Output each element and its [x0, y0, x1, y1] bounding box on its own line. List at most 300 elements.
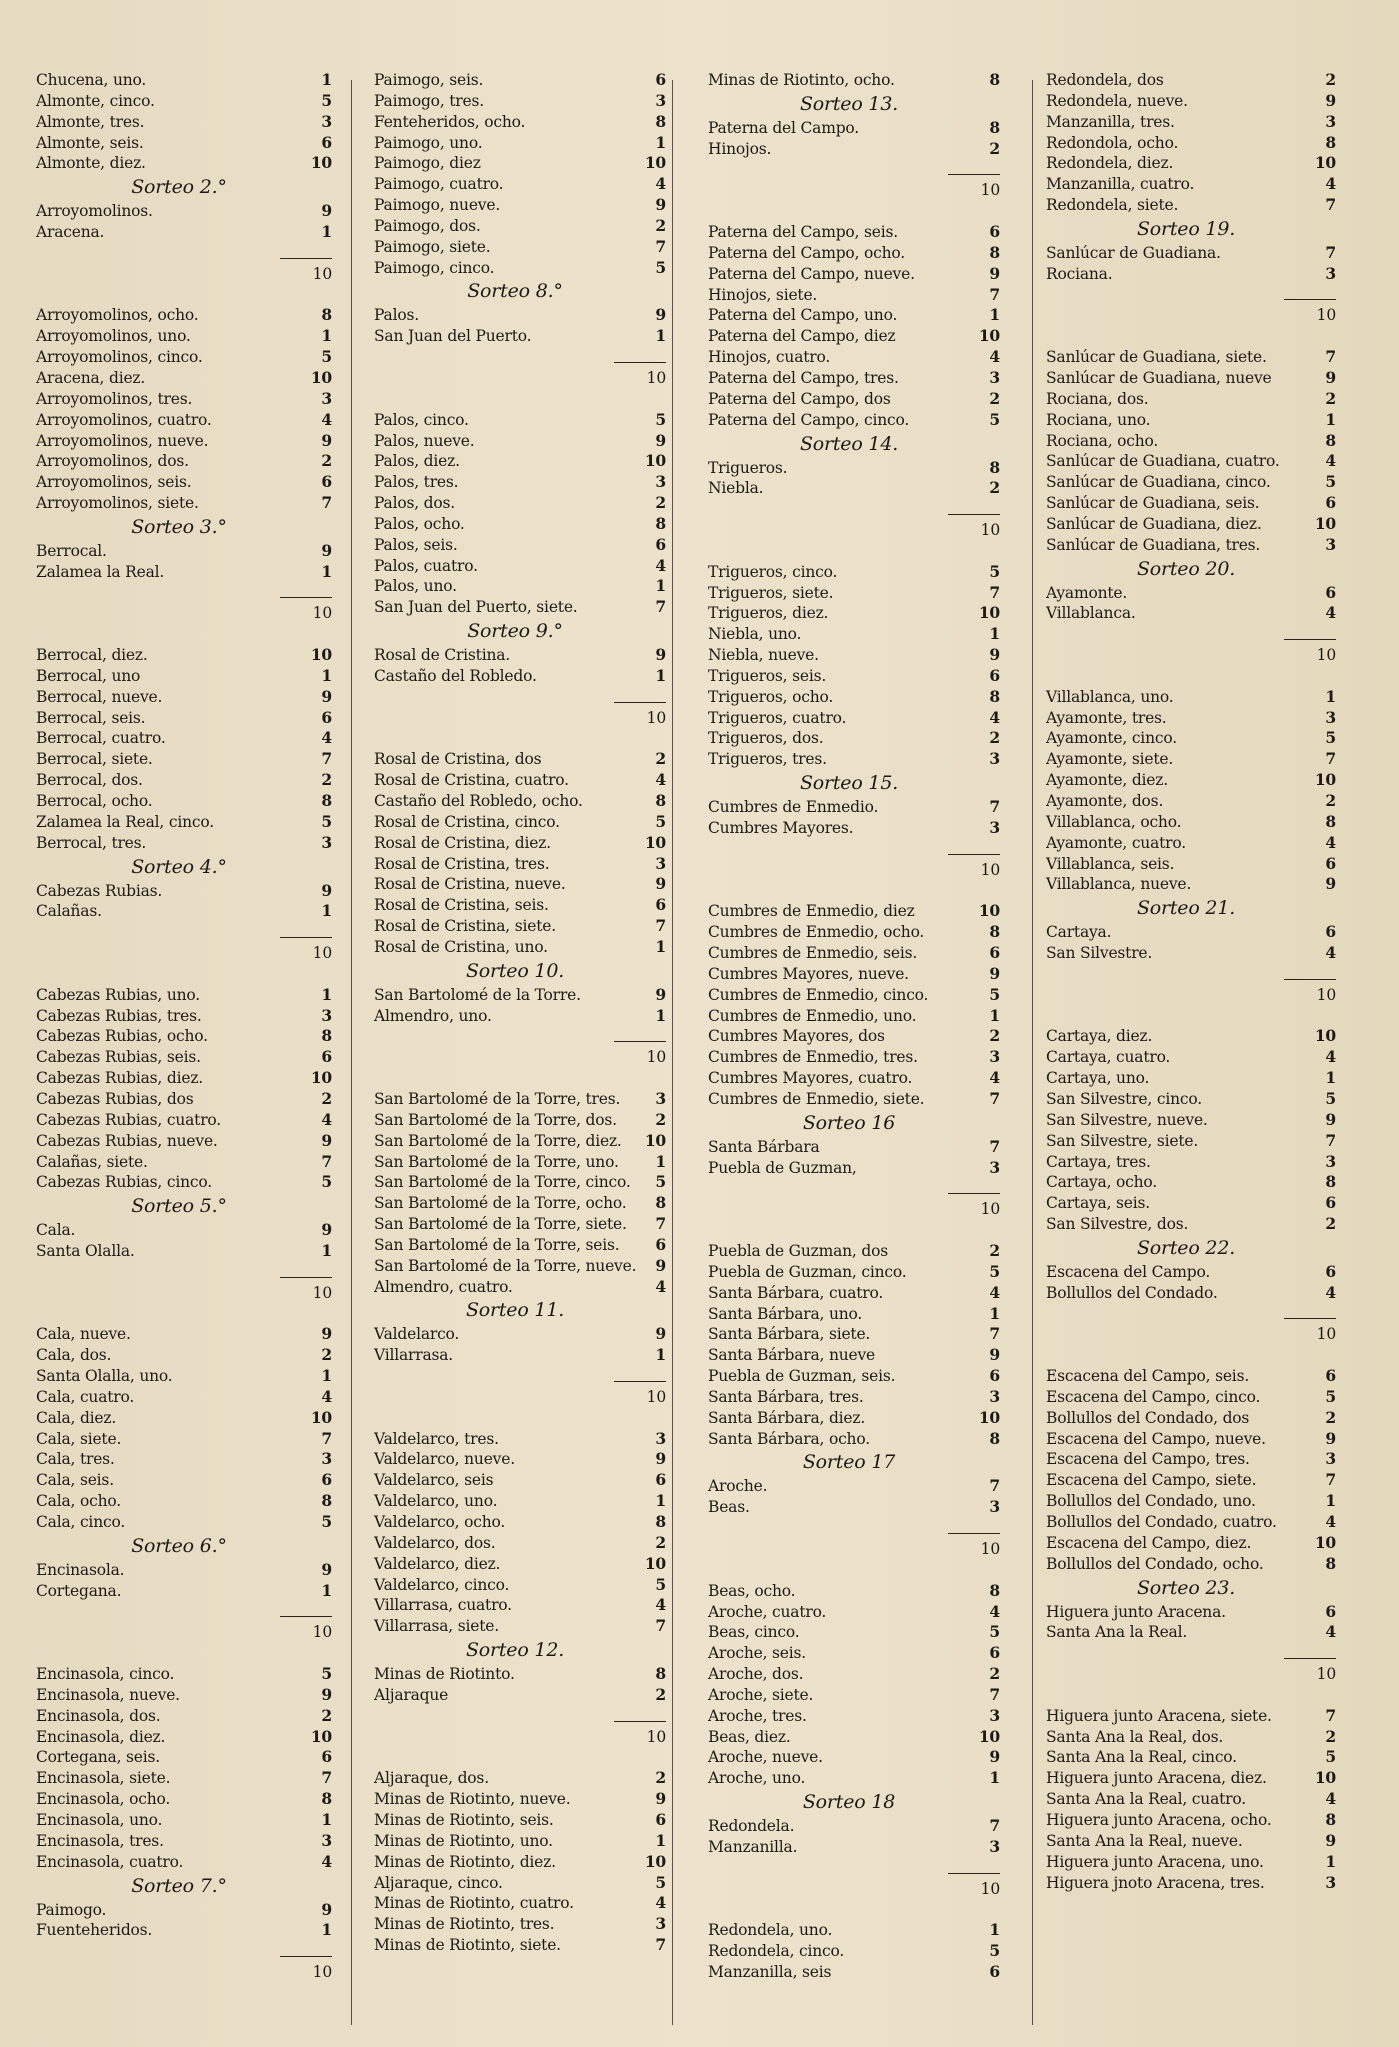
entry-number: 8 [655, 111, 666, 131]
entry-number: 4 [321, 1386, 332, 1406]
entry-number: 6 [989, 1643, 1000, 1663]
draw-entry [374, 749, 666, 770]
entry-number: 3 [655, 1428, 666, 1448]
entry-town: Cala, dos. [36, 1346, 112, 1365]
entry-number: 8 [655, 1512, 666, 1531]
draw-entry [36, 1789, 332, 1810]
draw-entry [1046, 535, 1336, 556]
draw-entry [1046, 347, 1336, 368]
entry-number: 6 [655, 1809, 666, 1829]
entry-town: Minas de Riotinto, diez. [374, 1852, 556, 1871]
entry-town: San Bartolomé de la Torre, dos. [374, 1110, 617, 1129]
entry-number: 4 [321, 1851, 332, 1871]
draw-entry [36, 1852, 332, 1873]
entry-town: Cumbres de Enmedio, cinco. [708, 985, 929, 1004]
entry-town: Encinasola, ocho. [36, 1790, 171, 1809]
draw-entry [1046, 264, 1336, 285]
spacer [1046, 1345, 1336, 1366]
spacer [374, 1068, 666, 1089]
draw-entry [1046, 493, 1336, 514]
entry-town: Niebla, uno. [708, 625, 802, 644]
entry-town: Encinasola, dos. [36, 1706, 161, 1725]
draw-entry [36, 305, 332, 326]
entry-town: Rociana. [1046, 264, 1113, 283]
entry-town: Sanlúcar de Guadiana, nueve [1046, 368, 1272, 387]
draw-entry [708, 624, 1000, 645]
entry-town: Paimogo, nueve. [374, 196, 501, 215]
entry-number: 10 [310, 1726, 332, 1746]
entry-town: Trigueros. [708, 458, 788, 477]
draw-entry [374, 556, 666, 577]
entry-number: 10 [978, 901, 1000, 921]
draw-entry [374, 985, 666, 1006]
entry-town: Cumbres de Enmedio, uno. [708, 1006, 917, 1025]
entry-town: Niebla, nueve. [708, 646, 819, 665]
entry-number: 4 [1325, 832, 1336, 852]
sorteo-heading [374, 1637, 666, 1664]
entry-town: Sanlúcar de Guadiana, siete. [1046, 348, 1267, 367]
spacer [36, 1262, 332, 1283]
entry-number: 10 [310, 645, 332, 665]
sorteo-total [708, 1879, 1000, 1900]
entry-number: 1 [655, 665, 666, 685]
sorteo-title: Sorteo 16 [802, 1111, 896, 1134]
draw-entry [374, 112, 666, 133]
entry-number: 9 [321, 430, 332, 450]
draw-entry [1046, 112, 1336, 133]
draw-entry [708, 583, 1000, 604]
entry-number: 3 [989, 1705, 1000, 1725]
entry-number: 4 [321, 1109, 332, 1129]
entry-town: Castaño del Robledo. [374, 666, 537, 685]
draw-entry [36, 1026, 332, 1047]
entry-town: Ayamonte, siete. [1046, 750, 1174, 769]
draw-entry [708, 389, 1000, 410]
entry-town: Aroche, uno. [708, 1769, 806, 1788]
entry-town: Cabezas Rubias, cinco. [36, 1173, 212, 1192]
entry-number: 4 [321, 409, 332, 429]
entry-number: 5 [989, 1622, 1000, 1642]
sorteo-title: Sorteo 3.° [131, 515, 227, 538]
sorteo-total [708, 1199, 1000, 1220]
entry-number: 5 [321, 1664, 332, 1684]
entry-number: 8 [1325, 811, 1336, 831]
total-value: 10 [1316, 1325, 1336, 1344]
draw-entry [374, 472, 666, 493]
entry-number: 7 [321, 1151, 332, 1171]
draw-entry [36, 1172, 332, 1193]
draw-entry [36, 1110, 332, 1131]
entry-number: 2 [989, 1241, 1000, 1261]
entry-number: 2 [989, 478, 1000, 498]
entry-number: 1 [655, 132, 666, 152]
entry-number: 4 [1325, 943, 1336, 963]
entry-number: 6 [989, 665, 1000, 685]
entry-town: Rosal de Cristina, seis. [374, 896, 549, 915]
draw-entry [1046, 770, 1336, 791]
entry-town: Escacena del Campo, siete. [1046, 1471, 1257, 1490]
draw-entry [708, 603, 1000, 624]
draw-entry [708, 139, 1000, 160]
spacer [708, 881, 1000, 902]
spacer [374, 347, 666, 368]
draw-entry [708, 666, 1000, 687]
spacer [1046, 1006, 1336, 1027]
draw-entry [1046, 1110, 1336, 1131]
entry-town: Castaño del Robledo, ocho. [374, 792, 583, 810]
entry-number: 3 [655, 1088, 666, 1108]
entry-town: Cabezas Rubias, cuatro. [36, 1110, 221, 1129]
draw-entry [36, 1152, 332, 1173]
draw-entry [36, 1581, 332, 1602]
spacer [36, 1304, 332, 1325]
entry-number: 8 [321, 1789, 332, 1809]
draw-entry [1046, 874, 1336, 895]
total-value: 10 [312, 944, 332, 963]
entry-number: 9 [321, 880, 332, 900]
sorteo-title: Sorteo 23. [1136, 1576, 1236, 1599]
total-value: 10 [312, 264, 332, 283]
total-value: 10 [980, 1540, 1000, 1558]
total-value: 10 [646, 1048, 666, 1067]
draw-entry [374, 70, 666, 91]
draw-entry [708, 985, 1000, 1006]
entry-number: 3 [655, 90, 666, 110]
entry-number: 2 [655, 749, 666, 769]
entry-town: Almonte, tres. [36, 112, 145, 131]
entry-number: 1 [321, 1920, 332, 1940]
entry-number: 1 [655, 576, 666, 596]
entry-number: 7 [1325, 1470, 1336, 1490]
draw-entry [1046, 1706, 1336, 1727]
entry-number: 9 [1325, 1428, 1336, 1448]
entry-number: 6 [1325, 1261, 1336, 1281]
sorteo-total [36, 943, 332, 964]
sorteo-title: Sorteo 20. [1136, 557, 1236, 580]
draw-entry [708, 1962, 1000, 1983]
draw-entry [374, 1554, 666, 1575]
draw-entry [36, 901, 332, 922]
entry-number: 9 [321, 1559, 332, 1579]
sorteo-title: Sorteo 21. [1136, 897, 1236, 920]
draw-entry [374, 1873, 666, 1894]
entry-number: 9 [655, 195, 666, 215]
entry-town: Paterna del Campo, uno. [708, 306, 898, 325]
entry-town: Arroyomolinos, tres. [36, 389, 193, 408]
entry-town: Trigueros, siete. [708, 583, 834, 602]
draw-entry [374, 1491, 666, 1512]
entry-town: Redondela, uno. [708, 1921, 833, 1940]
draw-entry [36, 326, 332, 347]
entry-town: Santa Bárbara, cuatro. [708, 1283, 884, 1302]
sorteo-heading [36, 1193, 332, 1220]
entry-town: Cala, siete. [36, 1429, 122, 1448]
spacer [36, 243, 332, 264]
draw-entry [708, 645, 1000, 666]
sorteo-heading [1046, 895, 1336, 922]
draw-entry [708, 687, 1000, 708]
draw-entry [374, 1768, 666, 1789]
entry-town: Cumbres de Enmedio, ocho. [708, 923, 925, 942]
draw-entry [374, 1172, 666, 1193]
entry-number: 4 [1325, 451, 1336, 471]
entry-number: 3 [1325, 534, 1336, 554]
draw-entry [708, 1262, 1000, 1283]
entry-number: 4 [655, 174, 666, 194]
entry-town: Calañas. [36, 902, 102, 921]
spacer [374, 389, 666, 410]
entry-town: Redondola, ocho. [1046, 133, 1179, 152]
draw-entry [708, 1158, 1000, 1179]
spacer [708, 1179, 1000, 1200]
entry-number: 6 [1325, 1193, 1336, 1213]
entry-number: 7 [1325, 1130, 1336, 1150]
entry-number: 7 [989, 1476, 1000, 1496]
draw-entry [708, 1345, 1000, 1366]
entry-town: Redondela, siete. [1046, 196, 1179, 215]
entry-number: 1 [655, 936, 666, 956]
entry-town: Trigueros, cuatro. [708, 708, 847, 727]
entry-town: Ayamonte, tres. [1046, 708, 1167, 727]
entry-number: 9 [655, 1324, 666, 1344]
entry-number: 1 [1325, 686, 1336, 706]
entry-number: 10 [1314, 770, 1336, 790]
entry-town: Valdelarco, uno. [374, 1492, 498, 1511]
entry-town: Cabezas Rubias, seis. [36, 1048, 201, 1067]
draw-entry [36, 1429, 332, 1450]
draw-entry [36, 541, 332, 562]
entry-number: 1 [321, 1580, 332, 1600]
sorteo-heading [374, 618, 666, 645]
entry-number: 1 [989, 1768, 1000, 1788]
entry-number: 6 [989, 1962, 1000, 1982]
draw-entry [374, 1345, 666, 1366]
entry-town: Manzanilla, seis [708, 1963, 832, 1982]
draw-entry [1046, 1172, 1336, 1193]
entry-town: Villarrasa, cuatro. [374, 1596, 512, 1615]
sorteo-heading [708, 1110, 1000, 1137]
draw-entry [36, 1900, 332, 1921]
entry-town: Puebla de Guzman, dos [708, 1242, 888, 1261]
entry-town: Cabezas Rubias, dos [36, 1089, 194, 1108]
entry-number: 8 [655, 791, 666, 810]
entry-number: 8 [989, 686, 1000, 706]
entry-town: Chucena, uno. [36, 71, 147, 89]
spacer [1046, 1304, 1336, 1325]
entry-number: 3 [321, 388, 332, 408]
entry-number: 10 [978, 326, 1000, 346]
draw-entry [374, 451, 666, 472]
draw-entry [374, 666, 666, 687]
entry-number: 3 [989, 1386, 1000, 1406]
draw-entry [36, 112, 332, 133]
entry-town: Berrocal, seis. [36, 708, 146, 727]
draw-entry [708, 1476, 1000, 1497]
sorteo-title: Sorteo 18 [802, 1791, 896, 1814]
sorteo-total [708, 1539, 1000, 1560]
sorteo-total [374, 368, 666, 389]
entry-town: Sanlúcar de Guadiana, cuatro. [1046, 452, 1280, 471]
entry-number: 2 [321, 1705, 332, 1725]
draw-entry [374, 576, 666, 597]
entry-town: Calañas, siete. [36, 1152, 148, 1171]
entry-number: 2 [989, 388, 1000, 408]
entry-number: 1 [321, 984, 332, 1004]
entry-number: 3 [321, 1005, 332, 1025]
entry-town: San Juan del Puerto, siete. [374, 598, 578, 617]
sorteo-title: Sorteo 5.° [131, 1195, 227, 1218]
draw-entry [374, 1089, 666, 1110]
draw-entry [1046, 1214, 1336, 1235]
entry-number: 3 [989, 1047, 1000, 1067]
entry-number: 6 [1325, 493, 1336, 513]
draw-entry [708, 728, 1000, 749]
entry-number: 4 [989, 1601, 1000, 1621]
sorteo-heading [36, 1873, 332, 1900]
entry-number: 7 [1325, 347, 1336, 367]
entry-number: 9 [655, 1789, 666, 1809]
sorteo-total [36, 264, 332, 285]
draw-entry [374, 1575, 666, 1596]
draw-entry [374, 1256, 666, 1277]
entry-number: 4 [989, 1068, 1000, 1088]
draw-entry [708, 1324, 1000, 1345]
entry-town: Higuera junto Aracena, diez. [1046, 1769, 1267, 1788]
draw-entry [708, 305, 1000, 326]
entry-number: 3 [989, 1836, 1000, 1856]
entry-number: 6 [989, 943, 1000, 963]
spacer [374, 687, 666, 708]
draw-entry [708, 1006, 1000, 1027]
entry-number: 9 [655, 984, 666, 1004]
draw-entry [708, 1089, 1000, 1110]
entry-number: 6 [1325, 582, 1336, 602]
spacer [708, 1518, 1000, 1539]
entry-town: Santa Bárbara, siete. [708, 1325, 871, 1344]
entry-number: 10 [978, 1407, 1000, 1427]
entry-number: 2 [1325, 1214, 1336, 1234]
entry-number: 5 [655, 409, 666, 429]
entry-town: Trigueros, cinco. [708, 562, 838, 581]
entry-number: 9 [655, 305, 666, 325]
entry-town: Aracena, diez. [36, 368, 146, 387]
draw-entry [374, 1852, 666, 1873]
entry-number: 9 [321, 1220, 332, 1240]
entry-number: 2 [1325, 1726, 1336, 1746]
draw-entry [36, 451, 332, 472]
entry-town: San Bartolomé de la Torre, siete. [374, 1215, 627, 1234]
draw-entry [374, 1533, 666, 1554]
draw-entry [36, 153, 332, 174]
entry-number: 8 [1325, 1809, 1336, 1829]
entry-number: 6 [1325, 1601, 1336, 1621]
draw-entry [1046, 410, 1336, 431]
spacer [708, 1220, 1000, 1241]
entry-town: Rosal de Cristina, diez. [374, 833, 551, 852]
total-value: 10 [980, 860, 1000, 879]
draw-entry [708, 478, 1000, 499]
entry-number: 7 [1325, 1705, 1336, 1725]
entry-town: Cabezas Rubias, diez. [36, 1069, 204, 1088]
draw-entry [708, 1026, 1000, 1047]
draw-entry [1046, 812, 1336, 833]
entry-number: 3 [989, 818, 1000, 837]
draw-entry [1046, 1470, 1336, 1491]
draw-entry [36, 562, 332, 583]
sorteo-heading [36, 854, 332, 881]
entry-town: Bollullos del Condado, uno. [1046, 1492, 1256, 1511]
entry-town: Escacena del Campo, diez. [1046, 1533, 1252, 1552]
entry-number: 3 [321, 1830, 332, 1850]
draw-entry [36, 1512, 332, 1533]
total-value: 10 [312, 604, 332, 623]
entry-town: Paterna del Campo, cinco. [708, 410, 910, 429]
draw-entry [1046, 708, 1336, 729]
entry-number: 8 [989, 1428, 1000, 1448]
sorteo-total [1046, 305, 1336, 326]
entry-number: 10 [644, 451, 666, 471]
entry-number: 10 [1314, 1768, 1336, 1788]
entry-town: Aroche, siete. [708, 1685, 814, 1704]
entry-town: Higuera junto Aracena, ocho. [1046, 1810, 1272, 1829]
entry-town: Ayamonte. [1046, 583, 1128, 602]
draw-entry [1046, 1491, 1336, 1512]
entry-town: Berrocal, ocho. [36, 792, 153, 810]
entry-town: Sanlúcar de Guadiana, seis. [1046, 494, 1260, 513]
entry-number: 3 [1325, 1449, 1336, 1469]
draw-entry [36, 1664, 332, 1685]
entry-number: 5 [655, 257, 666, 277]
entry-town: Cumbres de Enmedio, siete. [708, 1089, 925, 1108]
entry-town: Valdelarco, dos. [374, 1533, 496, 1552]
draw-entry [36, 133, 332, 154]
draw-entry [374, 1810, 666, 1831]
entry-number: 8 [989, 242, 1000, 262]
draw-entry [374, 1664, 666, 1685]
entry-town: Hinojos, cuatro. [708, 348, 831, 367]
sorteo-heading [1046, 1235, 1336, 1262]
sorteo-heading [36, 174, 332, 201]
entry-town: Sanlúcar de Guadiana, cinco. [1046, 473, 1271, 492]
entry-town: Trigueros, ocho. [708, 687, 834, 706]
entry-number: 7 [989, 1816, 1000, 1836]
entry-number: 7 [989, 1088, 1000, 1108]
entry-town: Minas de Riotinto, cuatro. [374, 1894, 574, 1913]
entry-number: 5 [655, 1172, 666, 1192]
sorteo-title: Sorteo 11. [465, 1299, 565, 1322]
spacer [708, 839, 1000, 860]
spacer [36, 1983, 332, 2004]
draw-entry [36, 749, 332, 770]
entry-number: 5 [321, 347, 332, 367]
draw-entry [36, 1345, 332, 1366]
draw-entry [1046, 368, 1336, 389]
draw-entry [1046, 451, 1336, 472]
entry-number: 10 [644, 832, 666, 852]
entry-number: 4 [1325, 174, 1336, 194]
entry-number: 7 [655, 597, 666, 617]
spacer [1046, 285, 1336, 306]
entry-number: 4 [989, 707, 1000, 727]
entry-number: 5 [321, 1172, 332, 1192]
draw-entry [36, 410, 332, 431]
entry-town: Cumbres Mayores, nueve. [708, 964, 909, 983]
sorteo-total [36, 1283, 332, 1304]
entry-number: 9 [321, 540, 332, 560]
sorteo-heading [1046, 1575, 1336, 1602]
entry-town: Minas de Riotinto, ocho. [708, 71, 895, 89]
draw-entry [374, 535, 666, 556]
